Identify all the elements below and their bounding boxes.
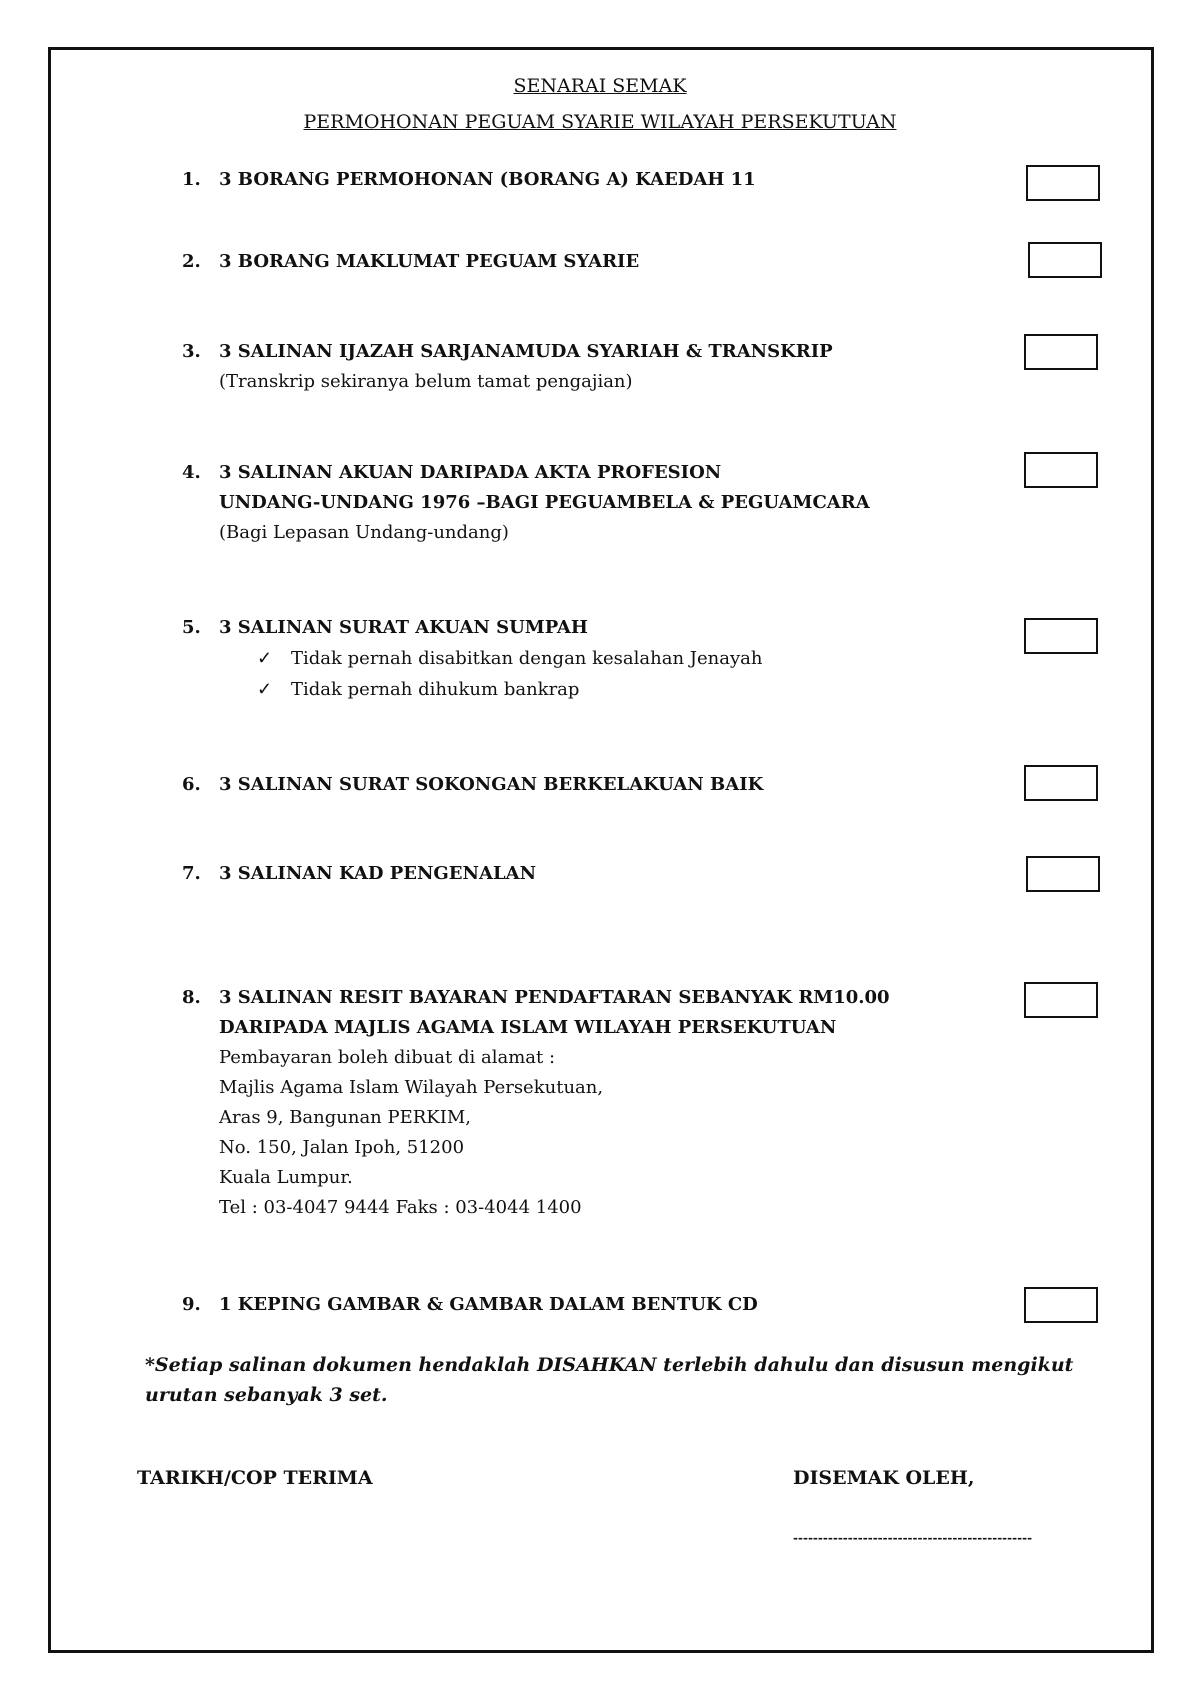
document-subtitle: PERMOHONAN PEGUAM SYARIE WILAYAH PERSEKUTUAN bbox=[303, 111, 897, 133]
item-number: 6. bbox=[182, 774, 201, 795]
item-text: 1 KEPING GAMBAR & GAMBAR DALAM BENTUK CD bbox=[219, 1294, 758, 1315]
item-number: 9. bbox=[182, 1294, 201, 1315]
tick-item bbox=[219, 643, 979, 674]
checkbox-item-1[interactable] bbox=[1026, 165, 1100, 201]
tick-item-text: Tidak pernah dihukum bankrap bbox=[291, 679, 580, 700]
item-number: 2. bbox=[182, 251, 201, 272]
item-note: Kuala Lumpur. bbox=[219, 1167, 353, 1188]
item-number: 4. bbox=[182, 462, 201, 483]
check-mark-icon: ✓ bbox=[257, 679, 273, 700]
check-mark-icon: ✓ bbox=[257, 648, 273, 669]
tick-item bbox=[219, 674, 979, 705]
item-number: 5. bbox=[182, 617, 201, 638]
document-title: SENARAI SEMAK bbox=[513, 75, 687, 97]
item-number: 8. bbox=[182, 987, 201, 1008]
item-note: No. 150, Jalan Ipoh, 51200 bbox=[219, 1137, 465, 1158]
item-note: (Transkrip sekiranya belum tamat pengajian) bbox=[219, 371, 633, 392]
item-text: 3 SALINAN SURAT AKUAN SUMPAH bbox=[219, 617, 588, 638]
item-text: 3 SALINAN AKUAN DARIPADA AKTA PROFESION bbox=[219, 462, 722, 483]
item-text: DARIPADA MAJLIS AGAMA ISLAM WILAYAH PERSEKUTUAN bbox=[219, 1017, 837, 1038]
item-note: Tel : 03-4047 9444 Faks : 03-4044 1400 bbox=[219, 1197, 582, 1218]
item-number: 3. bbox=[182, 341, 201, 362]
checkbox-item-3[interactable] bbox=[1024, 334, 1098, 370]
item-text: 3 SALINAN RESIT BAYARAN PENDAFTARAN SEBANYAK RM10.00 bbox=[219, 987, 890, 1008]
checkbox-item-7[interactable] bbox=[1026, 856, 1100, 892]
item-text: 3 SALINAN KAD PENGENALAN bbox=[219, 863, 537, 884]
item-text: 3 SALINAN IJAZAH SARJANAMUDA SYARIAH & TRANSKRIP bbox=[219, 341, 833, 362]
document-border bbox=[48, 47, 1154, 1653]
item-note: (Bagi Lepasan Undang-undang) bbox=[219, 522, 509, 543]
checkbox-item-9[interactable] bbox=[1024, 1287, 1098, 1323]
item-text: 3 BORANG MAKLUMAT PEGUAM SYARIE bbox=[219, 251, 640, 272]
item-note: Pembayaran boleh dibuat di alamat : bbox=[219, 1047, 556, 1068]
item-text: 3 SALINAN SURAT SOKONGAN BERKELAKUAN BAIK bbox=[219, 774, 764, 795]
checkbox-item-4[interactable] bbox=[1024, 452, 1098, 488]
tick-item-text: Tidak pernah disabitkan dengan kesalahan Jenayah bbox=[291, 648, 763, 669]
item-number: 1. bbox=[182, 169, 201, 190]
item-text: 3 BORANG PERMOHONAN (BORANG A) KAEDAH 11 bbox=[219, 169, 756, 190]
item-number: 7. bbox=[182, 863, 201, 884]
checkbox-item-8[interactable] bbox=[1024, 982, 1098, 1018]
checkbox-item-5[interactable] bbox=[1024, 618, 1098, 654]
checkbox-item-6[interactable] bbox=[1024, 765, 1098, 801]
item-note: Majlis Agama Islam Wilayah Persekutuan, bbox=[219, 1077, 604, 1098]
checked-by-label: DISEMAK OLEH, bbox=[793, 1467, 975, 1489]
item-note: Aras 9, Bangunan PERKIM, bbox=[219, 1107, 472, 1128]
verification-note: *Setiap salinan dokumen hendaklah DISAHKAN terlebih dahulu dan disusun mengikut urutan sebanyak 3 set. bbox=[145, 1354, 1074, 1406]
signature-line: ------------------------------------------------ bbox=[793, 1531, 1033, 1545]
item-text: UNDANG-UNDANG 1976 –BAGI PEGUAMBELA & PEGUAMCARA bbox=[219, 492, 870, 513]
checkbox-item-2[interactable] bbox=[1028, 242, 1102, 278]
received-date-stamp-label: TARIKH/COP TERIMA bbox=[137, 1467, 373, 1489]
